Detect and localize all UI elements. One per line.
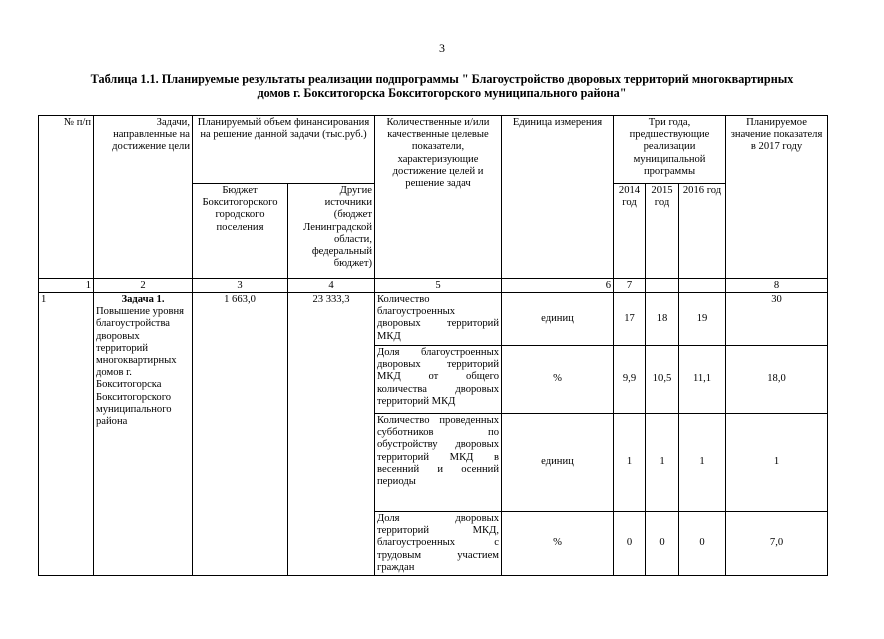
header-tasks: Задачи, направленные на достижение цели [94,116,193,279]
task-cell [94,293,193,576]
column-number-row [39,279,828,293]
indicator-text: Количество благоустроенных дворовых территорий МКД [375,293,502,346]
table-row [39,293,828,346]
header-budget-other: Другие источники (бюджет Ленинградской области, федеральный бюджет) [288,184,375,279]
indicator-text: Количество проведенных субботников по обустройству дворовых территорий МКД в весенний и осенний периоды [375,414,502,512]
value-2015: 18 [646,293,679,346]
task-budget-other: 23 333,3 [288,293,375,576]
header-funding: Планируемый объем финансирования на решение данной задачи (тыс.руб.) [193,116,375,184]
value-2016: 0 [679,512,726,576]
header-year-2014: 2014 год [614,184,646,279]
column-number: 5 [375,279,502,293]
header-three-years: Три года, предшествующие реализации муниципальной программы [614,116,726,184]
task-description: Повышение уровня благоустройства дворовых территорий многоквартирных домов г. Бокситогорска Бокситогорского муниципального района [96,306,185,428]
value-2014: 9,9 [614,346,646,414]
column-number [679,279,726,293]
indicator-unit: % [502,346,614,414]
header-num: № п/п [39,116,94,279]
indicator-text: Доля благоустроенных дворовых территорий МКД от общего количества дворовых территорий МКД [375,346,502,414]
indicator-unit: единиц [502,293,614,346]
indicator-text: Доля дворовых территорий МКД, благоустроенных с трудовым участием граждан [375,512,502,576]
header-year-2016: 2016 год [679,184,726,279]
value-2016: 11,1 [679,346,726,414]
planned-value: 18,0 [726,346,828,414]
planned-value: 1 [726,414,828,512]
column-number [646,279,679,293]
value-2016: 19 [679,293,726,346]
value-2015: 10,5 [646,346,679,414]
table-title-line-2: домов г. Бокситогорска Бокситогорского муниципального района" [257,86,627,100]
value-2016: 1 [679,414,726,512]
page-number: 3 [439,41,445,55]
column-number: 8 [726,279,828,293]
column-number: 6 [502,279,614,293]
header-unit: Единица измерения [502,116,614,279]
planned-value: 30 [726,293,828,346]
results-table [38,115,828,576]
value-2015: 1 [646,414,679,512]
task-budget-city: 1 663,0 [193,293,288,576]
indicator-unit: % [502,512,614,576]
value-2014: 17 [614,293,646,346]
column-number: 1 [39,279,94,293]
header-year-2015: 2015 год [646,184,679,279]
planned-value: 7,0 [726,512,828,576]
column-number: 2 [94,279,193,293]
task-title: Задача 1. [121,294,165,305]
column-number: 3 [193,279,288,293]
value-2015: 0 [646,512,679,576]
indicator-unit: единиц [502,414,614,512]
header-indicators: Количественные и/или качественные целевые показатели, характеризующие достижение целей и решение задач [375,116,502,279]
table-title-line-1: Таблица 1.1. Планируемые результаты реализации подпрограммы " Благоустройство дворовых территорий многоквартирных [90,72,794,86]
column-number: 7 [614,279,646,293]
value-2014: 1 [614,414,646,512]
header-budget-city: Бюджет Бокситогорского городского поселения [193,184,288,279]
table-title [40,72,844,100]
value-2014: 0 [614,512,646,576]
column-number: 4 [288,279,375,293]
header-planned: Планируемое значение показателя в 2017 году [726,116,828,279]
header-row-1 [39,116,828,184]
task-number: 1 [39,293,94,576]
